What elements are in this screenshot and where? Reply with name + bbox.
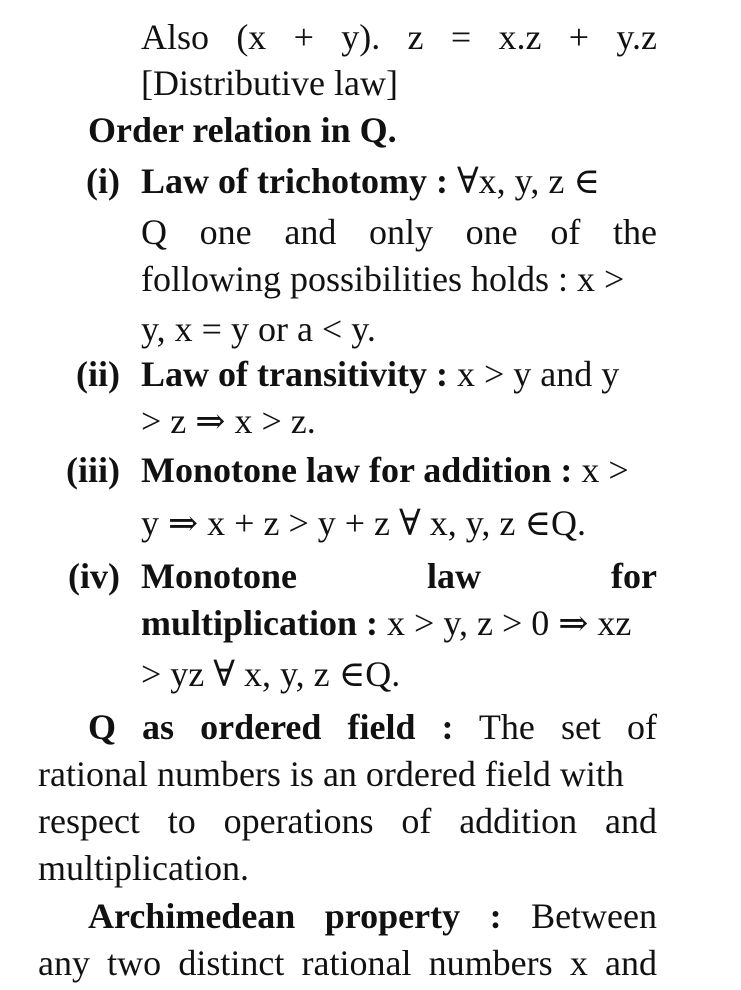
item-number-i: (i) bbox=[86, 161, 120, 201]
transitivity-line-2: > z ⇒ x > z. bbox=[141, 401, 316, 441]
ordered-field-line-2: rational numbers is an ordered field with bbox=[38, 754, 624, 794]
ordered-field-title: Q as ordered field : bbox=[88, 707, 454, 747]
transitivity-title: Law of transitivity : bbox=[141, 354, 448, 394]
ordered-field-line-1-rest: The set of bbox=[478, 707, 657, 747]
monotone-multiplication-line-2 bbox=[141, 600, 631, 647]
ordered-field-line-3: respect to operations of addition and bbox=[38, 801, 657, 841]
archimedean-line-2: any two distinct rational numbers x and bbox=[38, 943, 657, 983]
transitivity-line-1 bbox=[141, 351, 619, 398]
trichotomy-line-1 bbox=[141, 158, 600, 205]
archimedean-line-1-rest: Between bbox=[531, 896, 658, 936]
monotone-multiplication-line-1: Monotone law for bbox=[141, 556, 657, 596]
item-number-iv: (iv) bbox=[68, 556, 120, 596]
monotone-addition-line-1-rest: x > bbox=[581, 450, 629, 490]
order-relation-heading: Order relation in Q. bbox=[88, 110, 397, 150]
monotone-addition-title: Monotone law for addition : bbox=[141, 450, 573, 490]
trichotomy-line-4: y, x = y or a < y. bbox=[141, 309, 376, 349]
monotone-multiplication-line-3: > yz ∀ x, y, z ∈Q. bbox=[141, 654, 401, 694]
archimedean-title: Archimedean property : bbox=[88, 896, 502, 936]
monotone-addition-line-1 bbox=[141, 447, 629, 494]
item-number-iii: (iii) bbox=[66, 450, 120, 490]
distributive-line: Also (x + y). z = x.z + y.z bbox=[141, 17, 657, 57]
monotone-multiplication-line-2-rest: x > y, z > 0 ⇒ xz bbox=[387, 603, 632, 643]
trichotomy-title: Law of trichotomy : bbox=[141, 161, 448, 201]
archimedean-line-1 bbox=[88, 893, 657, 940]
trichotomy-line-3: following possibilities holds : x > bbox=[141, 259, 625, 299]
ordered-field-line-4: multiplication. bbox=[38, 848, 249, 888]
trichotomy-line-2: Q one and only one of the bbox=[141, 212, 657, 252]
monotone-addition-line-2: y ⇒ x + z > y + z ∀ x, y, z ∈Q. bbox=[141, 503, 587, 543]
transitivity-line-1-rest: x > y and y bbox=[456, 354, 620, 394]
monotone-multiplication-title: multiplication : bbox=[141, 603, 379, 643]
ordered-field-line-1 bbox=[88, 704, 657, 751]
trichotomy-line-1-rest: ∀x, y, z ∈ bbox=[456, 161, 600, 201]
distributive-law-label: [Distributive law] bbox=[141, 63, 398, 103]
item-number-ii: (ii) bbox=[76, 354, 120, 394]
